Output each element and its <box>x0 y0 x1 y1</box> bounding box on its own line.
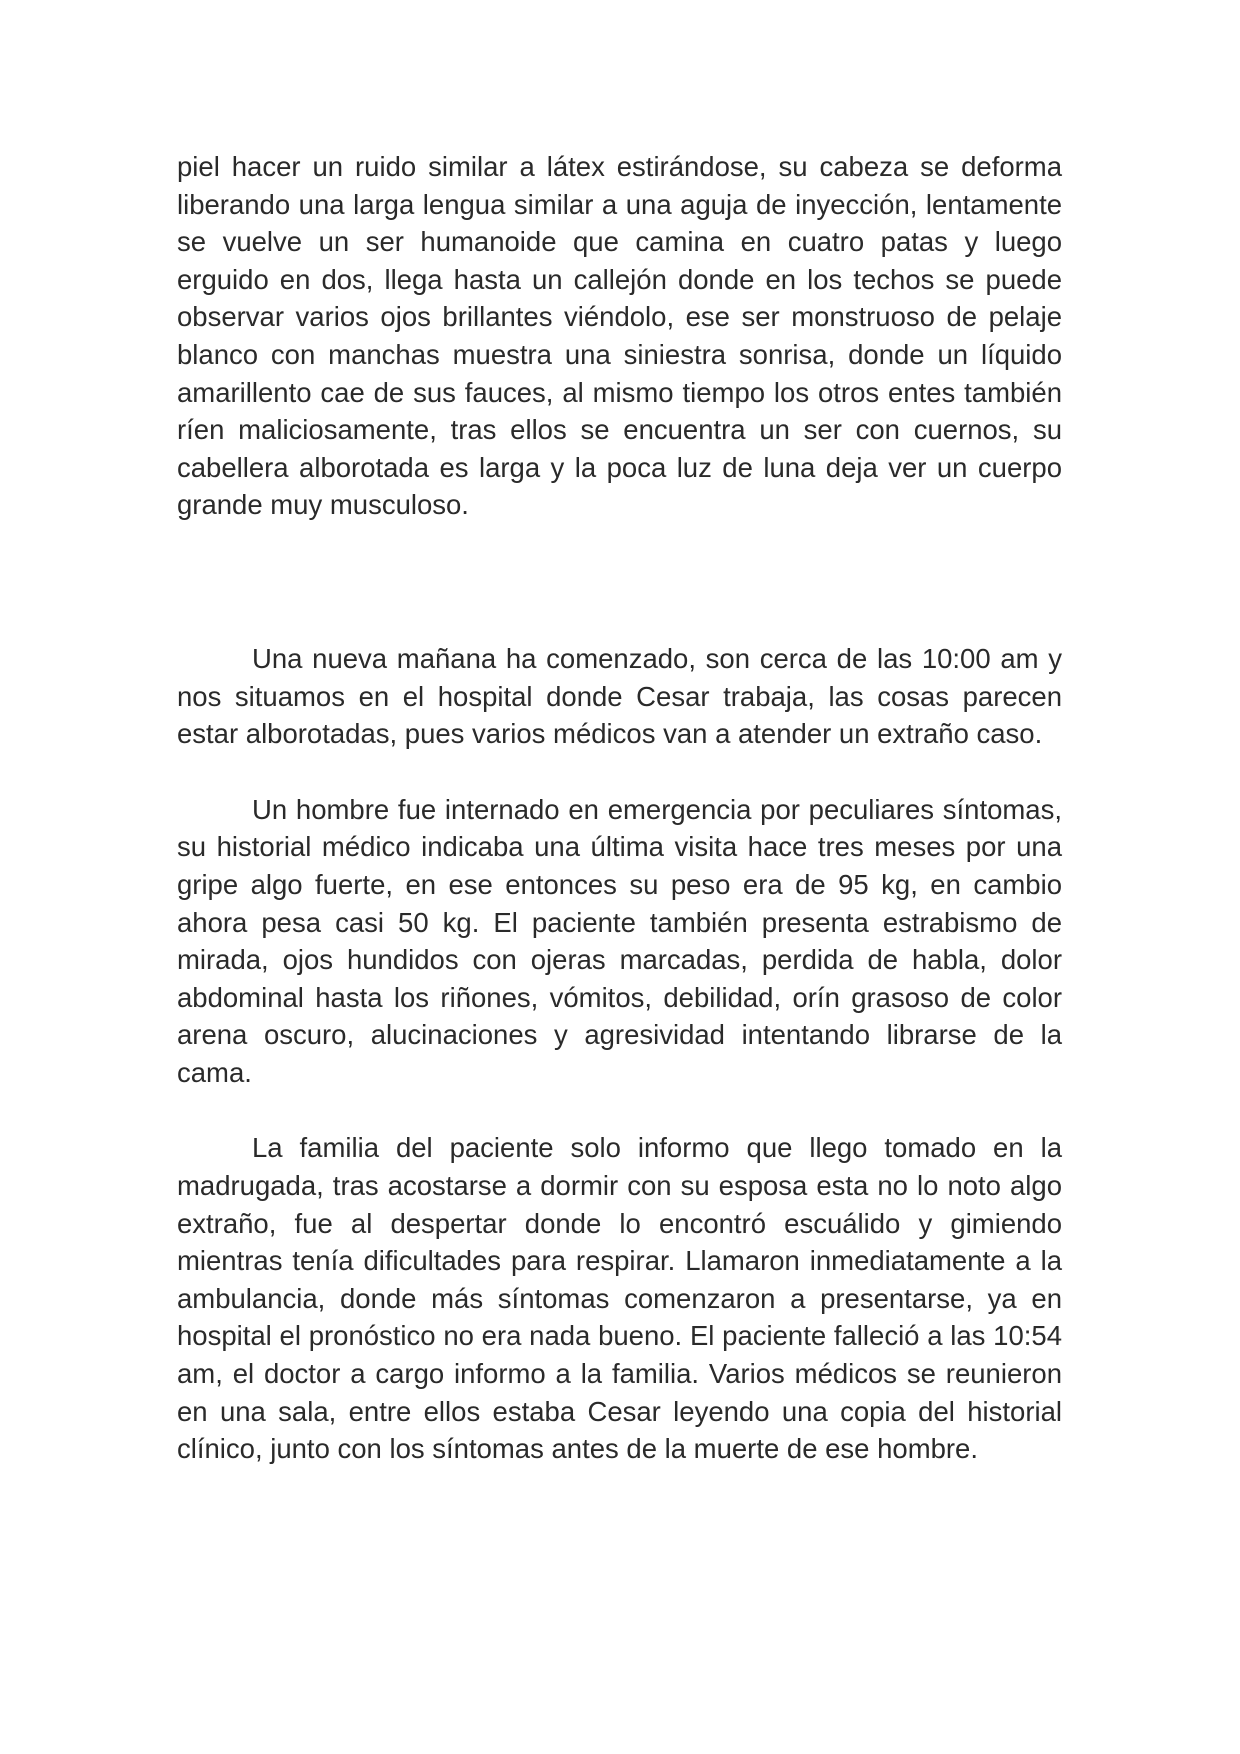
paragraph: La familia del paciente solo informo que llego tomado en la madrugada, tras acostarse a dormir con su esposa esta no lo noto algo extraño, fue al despertar donde lo encontró escuálido y gimiendo mientras tenía dificultades para respirar. Llamaron inmediatamente a la ambulancia, donde más síntomas comenzaron a presentarse, ya en hospital el pronóstico no era nada bueno. El paciente falleció a las 10:54 am, el doctor a cargo informo a la familia. Varios médicos se reunieron en una sala, entre ellos estaba Cesar leyendo una copia del historial clínico, junto con los síntomas antes de la muerte de ese hombre. <box>177 1132 1062 1465</box>
body-text <box>177 148 1062 1468</box>
paragraph: Una nueva mañana ha comenzado, son cerca de las 10:00 am y nos situamos en el hospital donde Cesar trabaja, las cosas parecen estar alborotadas, pues varios médicos van a atender un extraño caso. <box>177 642 1062 750</box>
paragraph: Un hombre fue internado en emergencia por peculiares síntomas, su historial médico indicaba una última visita hace tres meses por una gripe algo fuerte, en ese entonces su peso era de 95 kg, en cambio ahora pesa casi 50 kg. El paciente también presenta estrabismo de mirada, ojos hundidos con ojeras marcadas, perdida de habla, dolor abdominal hasta los riñones, vómitos, debilidad, orín grasoso de color arena oscuro, alucinaciones y agresividad intentando librarse de la cama. <box>177 793 1062 1088</box>
paragraph: piel hacer un ruido similar a látex estirándose, su cabeza se deforma liberando una larga lengua similar a una aguja de inyección, lentamente se vuelve un ser humanoide que camina en cuatro patas y luego erguido en dos, llega hasta un callejón donde en los techos se puede observar varios ojos brillantes viéndolo, ese ser monstruoso de pelaje blanco con manchas muestra una siniestra sonrisa, donde un líquido amarillento cae de sus fauces, al mismo tiempo los otros entes también ríen maliciosamente, tras ellos se encuentra un ser con cuernos, su cabellera alborotada es larga y la poca luz de luna deja ver un cuerpo grande muy musculoso. <box>177 151 1062 521</box>
